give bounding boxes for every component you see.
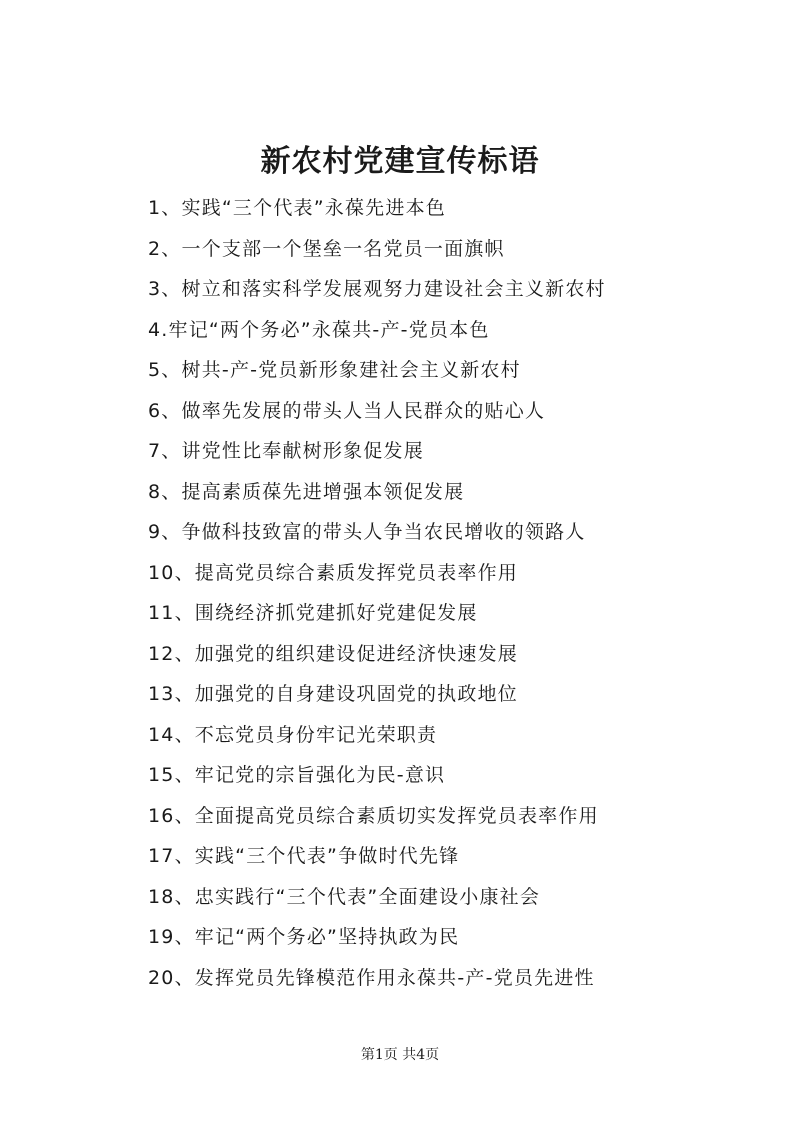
list-item: 14、不忘党员身份牢记光荣职责 [148,723,438,746]
page-title: 新农村党建宣传标语 [260,144,540,179]
list-item: 20、发挥党员先锋模范作用永葆共-产-党员先进性 [148,966,595,989]
list-item: 16、全面提高党员综合素质切实发挥党员表率作用 [148,804,599,827]
slogan-list [148,188,768,998]
list-item: 4.牢记“两个务必”永葆共-产-党员本色 [148,318,490,341]
page-footer: 第1页 共4页 [360,1047,440,1063]
list-item: 13、加强党的自身建设巩固党的执政地位 [148,683,518,705]
list-item: 12、加强党的组织建设促进经济快速发展 [148,642,518,665]
list-item: 6、做率先发展的带头人当人民群众的贴心人 [148,399,546,422]
list-item: 1、实践“三个代表”永葆先进本色 [148,197,446,219]
list-item: 11、围绕经济抓党建抓好党建促发展 [148,602,478,624]
list-item: 8、提高素质葆先进增强本领促发展 [148,480,465,503]
list-item: 18、忠实践行“三个代表”全面建设小康社会 [148,885,541,908]
list-item: 10、提高党员综合素质发挥党员表率作用 [148,561,518,584]
list-item: 19、牢记“两个务必”坚持执政为民 [148,926,460,948]
list-item: 17、实践“三个代表”争做时代先锋 [148,845,460,867]
list-item: 7、讲党性比奉献树形象促发展 [148,440,424,462]
list-item: 5、树共-产-党员新形象建社会主义新农村 [148,359,521,381]
list-item: 2、一个支部一个堡垒一名党员一面旗帜 [148,237,505,260]
list-item: 9、争做科技致富的带头人争当农民增收的领路人 [148,521,586,543]
list-item: 3、树立和落实科学发展观努力建设社会主义新农村 [148,278,606,300]
list-item: 15、牢记党的宗旨强化为民-意识 [148,764,446,786]
